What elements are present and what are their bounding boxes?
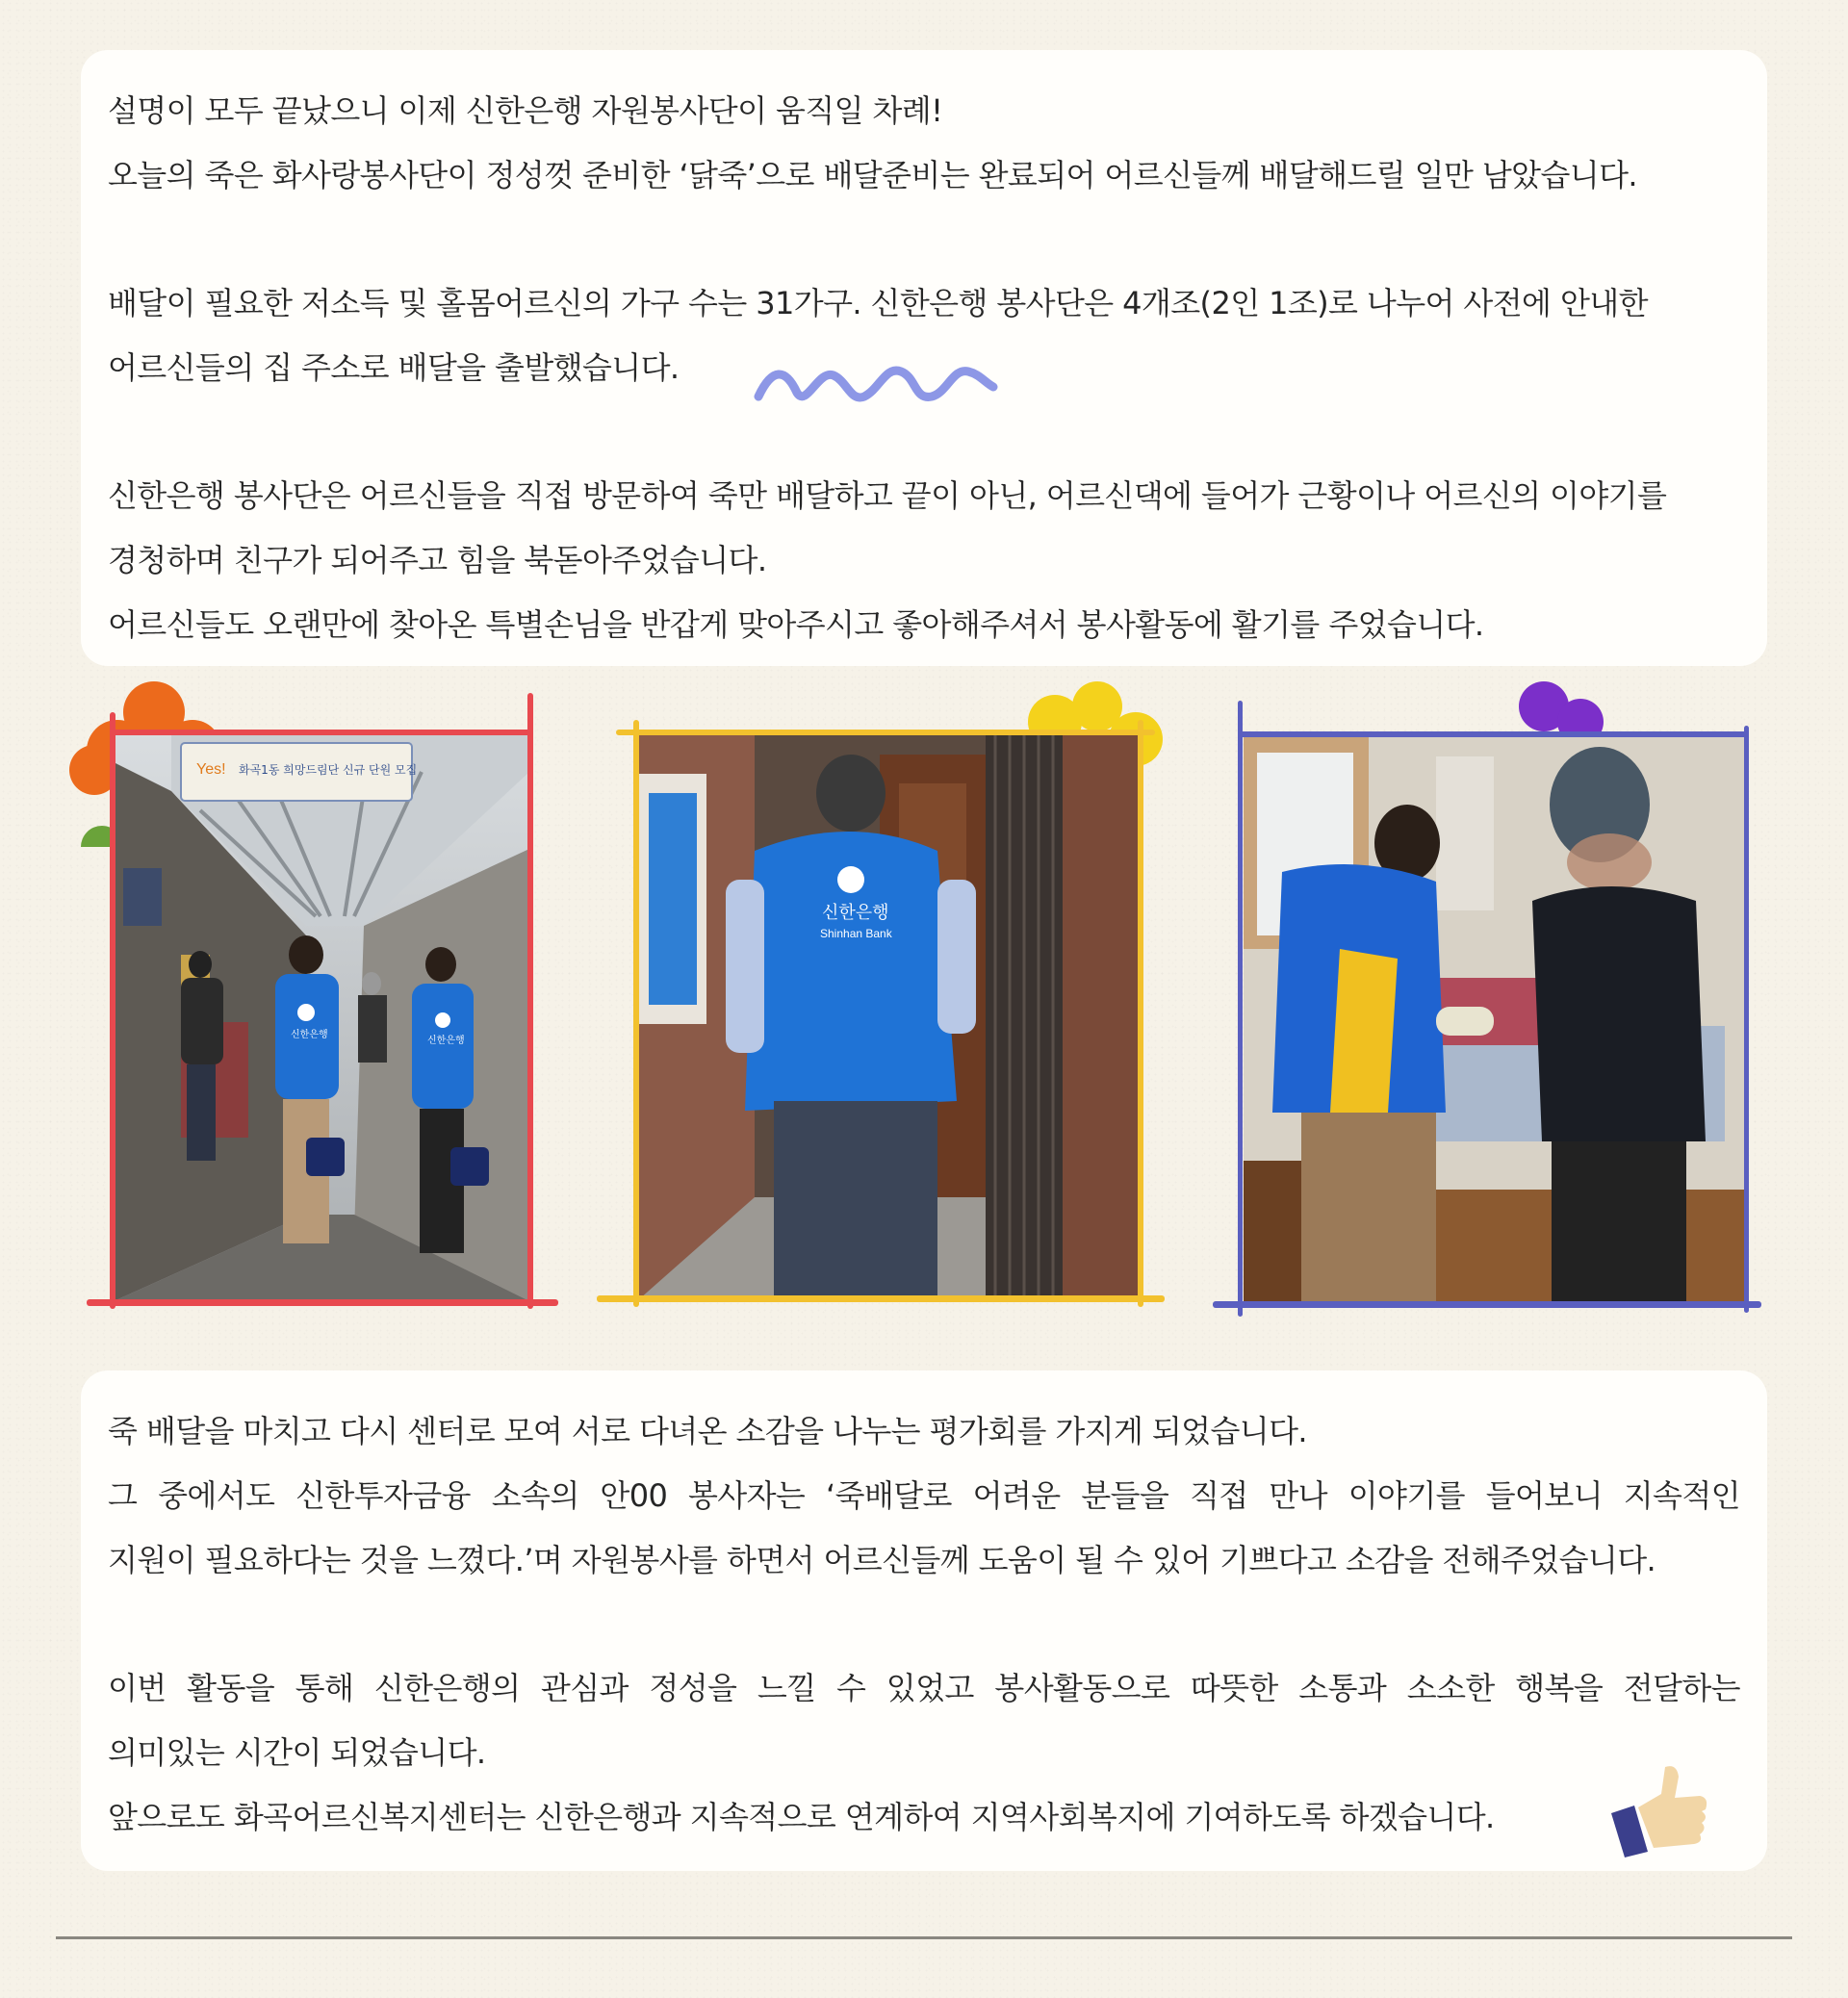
text-line: 지원이 필요하다는 것을 느꼈다.’며 자원봉사를 하면서 어르신들께 도움이 될 수 있어 기쁘다고 소감을 전해주었습니다.	[108, 1542, 1656, 1578]
banner-small-text: Yes!	[196, 761, 226, 778]
banner-main-text: 화곡1동 희망드림단 신규 단원 모집	[239, 763, 418, 777]
text-line: 죽 배달을 마치고 다시 센터로 모여 서로 다녀온 소감을 나누는 평가회를 가지게 되었습니다.	[108, 1413, 1307, 1449]
text-line: 그 중에서도 신한투자금융 소속의 안00 봉사자는 ‘죽배달로 어려운 분들을 직접 만나 이야기를 들어보니 지속적인	[108, 1477, 1740, 1514]
vest-text: 신한은행	[822, 903, 889, 923]
photo-home-visit	[1244, 737, 1744, 1305]
bottom-text-card	[81, 1370, 1767, 1871]
closing-paragraph	[108, 1656, 1740, 1850]
text-line: 어르신들도 오랜만에 찾아온 특별손님을 반갑게 맞아주시고 좋아해주셔서 봉사활동에 활기를 주었습니다.	[108, 606, 1484, 643]
text-line: 어르신들의 집 주소로 배달을 출발했습니다.	[108, 349, 680, 386]
photo-frame-1	[67, 674, 558, 1319]
evaluation-paragraph	[108, 1399, 1740, 1593]
wavy-line-icon	[751, 358, 1001, 412]
vest-text-sub: Shinhan Bank	[820, 927, 892, 940]
photo-frame-3	[1213, 678, 1771, 1322]
text-line: 경청하며 친구가 되어주고 힘을 북돋아주었습니다.	[108, 542, 767, 578]
text-line: 신한은행 봉사단은 어르신들을 직접 방문하여 죽만 배달하고 끝이 아닌, 어르신댁에 들어가 근황이나 어르신의 이야기를	[108, 477, 1667, 514]
vest-text: 신한은행	[291, 1030, 328, 1040]
visit-paragraph	[108, 464, 1740, 657]
thumbs-up-icon	[1605, 1763, 1711, 1859]
text-line: 설명이 모두 끝났으니 이제 신한은행 자원봉사단이 움직일 차례!	[108, 92, 943, 129]
photo-doorway	[639, 735, 1140, 1299]
photo-frame-2	[597, 681, 1174, 1317]
text-line: 의미있는 시간이 되었습니다.	[108, 1734, 486, 1771]
intro-paragraph	[108, 79, 1740, 208]
text-line: 이번 활동을 통해 신한은행의 관심과 정성을 느낄 수 있었고 봉사활동으로 따뜻한 소통과 소소한 행복을 전달하는	[108, 1670, 1740, 1706]
photo-market-street	[114, 733, 529, 1301]
bottom-divider	[56, 1936, 1792, 1939]
text-line: 앞으로도 화곡어르신복지센터는 신한은행과 지속적으로 연계하여 지역사회복지에 기여하도록 하겠습니다.	[108, 1799, 1495, 1835]
vest-text: 신한은행	[427, 1036, 465, 1046]
text-line: 배달이 필요한 저소득 및 홀몸어르신의 가구 수는 31가구. 신한은행 봉사단은 4개조(2인 1조)로 나누어 사전에 안내한	[108, 285, 1648, 321]
text-line: 오늘의 죽은 화사랑봉사단이 정성껏 준비한 ‘닭죽’으로 배달준비는 완료되어 어르신들께 배달해드릴 일만 남았습니다.	[108, 157, 1637, 193]
